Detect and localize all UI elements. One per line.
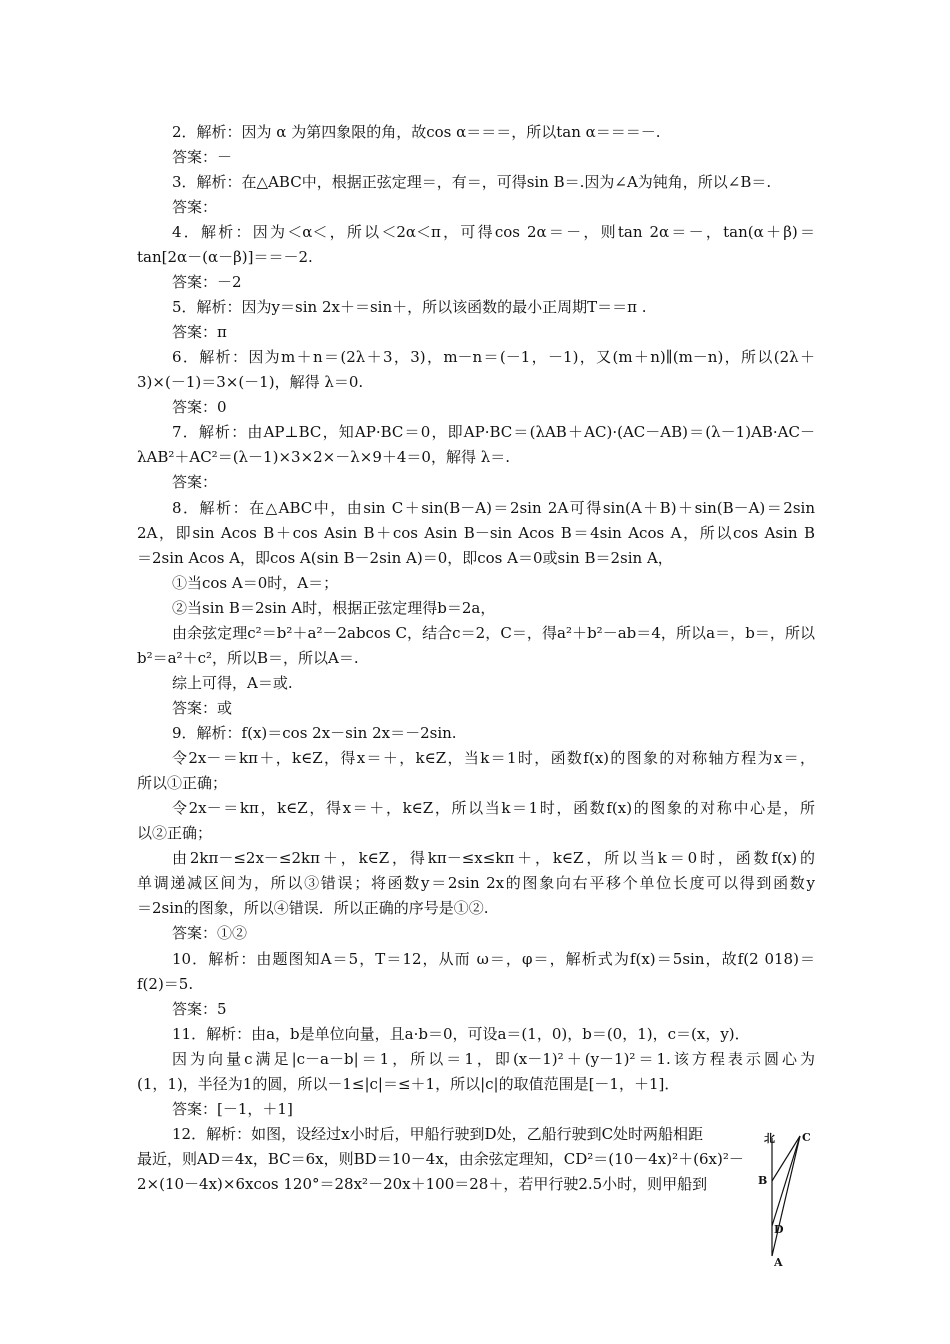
text-line: λAB²＋AC²＝(λ－1)×3×2×－λ×9＋4＝0，解得 λ＝.: [137, 448, 510, 466]
text-line: ＝2sin的图象，所以④错误．所以正确的序号是①②.: [137, 899, 489, 917]
north-label: 北: [764, 1132, 775, 1145]
point-c-label: C: [802, 1131, 811, 1144]
point-d-label: D: [774, 1223, 784, 1236]
text-line: 令2x－＝kπ，k∈Z，得x＝＋，k∈Z，所以当k＝1时，函数f(x)的图象的对称中心是，所: [172, 799, 815, 817]
text-line: 综上可得，A＝或.: [172, 674, 293, 692]
text-line: 答案：或: [172, 699, 233, 717]
text-line: 因为向量c满足|c－a－b|＝1，所以＝1，即(x－1)²＋(y－1)²＝1.该方程表示圆心为: [172, 1050, 815, 1068]
text-line: (1，1)，半径为1的圆，所以－1≤|c|＝≤＋1，所以|c|的取值范围是[－1，＋1]．: [137, 1075, 680, 1093]
text-line: ②当sin B＝2sin A时，根据正弦定理得b＝2a，: [172, 599, 496, 617]
ship-diagram: [748, 1126, 814, 1272]
line-bc: [772, 1136, 800, 1181]
text-line: 7．解析：由AP⊥BC，知AP·BC＝0，即AP·BC＝(λAB＋AC)·(AC－AB)＝(λ－1)AB·AC－: [172, 423, 815, 441]
text-line: 5．解析：因为y＝sin 2x＋＝sin＋，所以该函数的最小正周期T＝＝π .: [172, 298, 647, 316]
text-line: 答案：－: [172, 148, 233, 166]
text-line: 10．解析：由题图知A＝5，T＝12，从而 ω＝，φ＝，解析式为f(x)＝5sin，故f(2 018)＝: [172, 950, 815, 968]
text-line: 答案：π: [172, 323, 227, 341]
text-line: 3)×(－1)＝3×(－1)，解得 λ＝0.: [137, 373, 364, 391]
text-line: 6．解析：因为m＋n＝(2λ＋3，3)，m－n＝(－1，－1)，又(m＋n)∥(m－n)，所以(2λ＋: [172, 348, 815, 366]
text-line: 所以①正确；: [137, 774, 228, 792]
text-line: 答案：: [172, 473, 218, 491]
text-line: 2×(10－4x)×6xcos 120°＝28x²－20x＋100＝28＋，若甲行驶2.5小时，则甲船到: [137, 1175, 708, 1193]
text-line: 4．解析：因为＜α＜，所以＜2α＜π，可得cos 2α＝－，则tan 2α＝－，tan(α＋β)＝: [172, 223, 815, 241]
text-line: 令2x－＝kπ＋，k∈Z，得x＝＋，k∈Z，当k＝1时，函数f(x)的图象的对称轴方程为x＝，: [172, 749, 815, 767]
text-line: 答案：0: [172, 398, 227, 416]
point-b-label: B: [758, 1174, 768, 1187]
line-ac: [772, 1136, 800, 1256]
text-line: 12．解析：如图，设经过x小时后，甲船行驶到D处，乙船行驶到C处时两船相距: [172, 1125, 704, 1143]
text-line: tan[2α－(α－β)]＝＝－2.: [137, 248, 313, 266]
text-line: ＝2sin Acos A，即cos A(sin B－2sin A)＝0，即cos A＝0或sin B＝2sin A，: [137, 549, 673, 567]
text-line: 答案：①②: [172, 924, 248, 942]
text-line: f(2)＝5.: [137, 975, 194, 993]
text-line: 单调递减区间为，所以③错误；将函数y＝2sin 2x的图象向右平移个单位长度可以得到函数y: [137, 874, 815, 892]
text-line: 9．解析：f(x)＝cos 2x－sin 2x＝－2sin.: [172, 724, 457, 742]
text-line: 答案：5: [172, 1000, 227, 1018]
text-line: 以②正确；: [137, 824, 213, 842]
text-line: 最近，则AD＝4x，BC＝6x，则BD＝10－4x，由余弦定理知，CD²＝(10－4x)²＋(6x)²－: [137, 1150, 744, 1168]
text-line: b²＝a²＋c²，所以B＝，所以A＝.: [137, 649, 359, 667]
line-dc: [772, 1136, 800, 1226]
text-line: 3．解析：在△ABC中，根据正弦定理＝，有＝，可得sin B＝.因为∠A为钝角，所以∠B＝.: [172, 173, 772, 191]
text-line: 8．解析：在△ABC中，由sin C＋sin(B－A)＝2sin 2A可得sin(A＋B)＋sin(B－A)＝2sin: [172, 499, 815, 517]
point-a-label: A: [774, 1256, 783, 1269]
text-line: 答案：: [172, 198, 218, 216]
text-line: 答案：－2: [172, 273, 242, 291]
text-line: ①当cos A＝0时，A＝；: [172, 574, 339, 592]
text-line: 2A，即sin Acos B＋cos Asin B＋cos Asin B－sin Acos B＝4sin Acos A，所以cos Asin B: [137, 524, 815, 542]
text-line: 答案：[－1，＋1]: [172, 1100, 293, 1118]
text-line: 2．解析：因为 α 为第四象限的角，故cos α＝＝＝，所以tan α＝＝＝－.: [172, 123, 661, 141]
text-line: 由余弦定理c²＝b²＋a²－2abcos C，结合c＝2，C＝，得a²＋b²－ab＝4，所以a＝，b＝，所以: [172, 624, 815, 642]
text-line: 由2kπ－≤2x－≤2kπ＋，k∈Z，得kπ－≤x≤kπ＋，k∈Z，所以当k＝0时，函数f(x)的: [172, 849, 815, 867]
text-line: 11．解析：由a，b是单位向量，且a·b＝0，可设a＝(1，0)，b＝(0，1)，c＝(x，y)．: [172, 1025, 750, 1043]
